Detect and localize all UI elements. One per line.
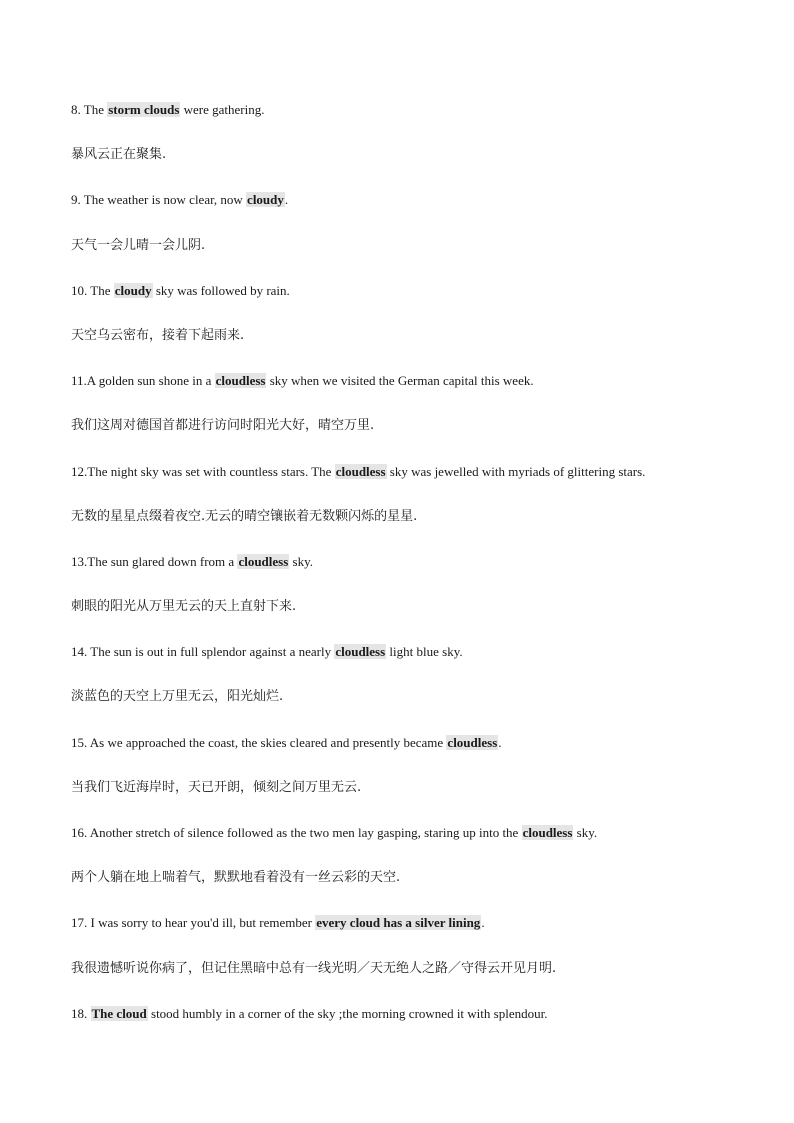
sentence-11-zh: 我们这周对德国首都进行访问时阳光大好，晴空万里. xyxy=(71,418,375,434)
item-number: 11. xyxy=(71,373,87,389)
sentence-text xyxy=(87,1006,90,1021)
sentence-text: light blue sky. xyxy=(386,644,463,660)
sentence-text: Another stretch of silence followed as the two men lay gasping, staring up into the xyxy=(87,825,522,840)
sentence-text: were gathering. xyxy=(180,102,265,117)
highlighted-term: storm clouds xyxy=(108,102,180,117)
item-number: 17. xyxy=(71,915,88,931)
item-number: 18. xyxy=(71,1005,88,1021)
sentence-text: The xyxy=(80,102,108,117)
sentence-12-en xyxy=(71,458,761,503)
sentence-17-en xyxy=(71,909,761,954)
highlighted-term: cloudless xyxy=(335,644,386,660)
item-number: 12. xyxy=(71,463,88,479)
sentence-text: sky. xyxy=(289,553,313,569)
highlighted-term: cloudy xyxy=(114,282,152,298)
highlighted-term: cloudless xyxy=(238,553,289,569)
item-number: 16. xyxy=(71,825,88,840)
item-number: 15. xyxy=(71,734,88,750)
sentence-15-en xyxy=(71,729,761,774)
highlighted-term: cloudless xyxy=(215,373,266,389)
sentence-text: The xyxy=(87,282,114,298)
sentence-11-en xyxy=(71,367,761,412)
sentence-text: The night sky was set with countless stars. The xyxy=(87,463,335,479)
sentence-16-en xyxy=(71,819,761,864)
sentence-13-zh: 刺眼的阳光从万里无云的天上直射下来. xyxy=(71,599,297,615)
highlighted-term: cloudy xyxy=(247,192,284,208)
item-number: 14. xyxy=(71,644,88,660)
sentence-text: sky. xyxy=(573,825,598,840)
sentence-text: . xyxy=(498,734,502,750)
sentence-16-zh: 两个人躺在地上喘着气，默默地看着没有一丝云彩的天空. xyxy=(71,870,401,886)
sentence-text: As we approached the coast, the skies cleared and presently became xyxy=(87,734,447,750)
sentence-text: sky was followed by rain. xyxy=(152,282,290,298)
sentence-15-zh: 当我们飞近海岸时，天已开朗，倾刻之间万里无云. xyxy=(71,779,362,795)
highlighted-term: cloudless xyxy=(447,734,498,750)
highlighted-term: every cloud has a silver lining xyxy=(316,915,481,931)
sentence-12-zh: 无数的星星点缀着夜空.无云的晴空镶嵌着无数颗闪烁的星星. xyxy=(71,508,418,524)
item-number: 13. xyxy=(71,553,88,569)
sentence-8-zh: 暴风云正在聚集. xyxy=(71,147,167,163)
sentence-text: The weather is now clear, now xyxy=(80,192,247,208)
sentence-text: The sun is out in full splendor against a nearly xyxy=(87,644,335,660)
sentence-text: . xyxy=(481,915,485,931)
sentence-10-en xyxy=(71,277,761,322)
item-number: 8. xyxy=(71,102,81,117)
sentence-14-en xyxy=(71,638,761,683)
sentence-17-zh: 我很遗憾听说你病了，但记住黑暗中总有一线光明／天无绝人之路／守得云开见月明. xyxy=(71,960,557,976)
sentence-text: The sun glared down from a xyxy=(87,553,238,569)
item-number: 10. xyxy=(71,282,88,298)
sentence-text: sky when we visited the German capital this week. xyxy=(266,373,534,389)
sentence-18-en xyxy=(71,1000,761,1045)
sentence-text: stood humbly in a corner of the sky ;the morning crowned it with splendour. xyxy=(147,1005,548,1021)
highlighted-term: cloudless xyxy=(522,825,573,840)
sentence-text: sky was jewelled with myriads of glittering stars. xyxy=(386,463,646,479)
sentence-text: I was sorry to hear you'd ill, but remember xyxy=(87,915,316,931)
sentence-text: . xyxy=(284,192,289,208)
sentence-10-zh: 天空乌云密布，接着下起雨来. xyxy=(71,327,245,343)
sentence-9-en xyxy=(71,186,761,231)
highlighted-term: cloudless xyxy=(335,463,386,479)
sentence-text: A golden sun shone in a xyxy=(86,373,215,389)
sentence-9-zh: 天气一会儿晴一会儿阴. xyxy=(71,237,206,253)
highlighted-term: The cloud xyxy=(91,1005,147,1021)
document-page xyxy=(71,96,761,1045)
sentence-13-en xyxy=(71,548,761,593)
item-number: 9. xyxy=(71,192,81,208)
sentence-14-zh: 淡蓝色的天空上万里无云，阳光灿烂. xyxy=(71,689,284,705)
sentence-8-en xyxy=(71,96,761,141)
